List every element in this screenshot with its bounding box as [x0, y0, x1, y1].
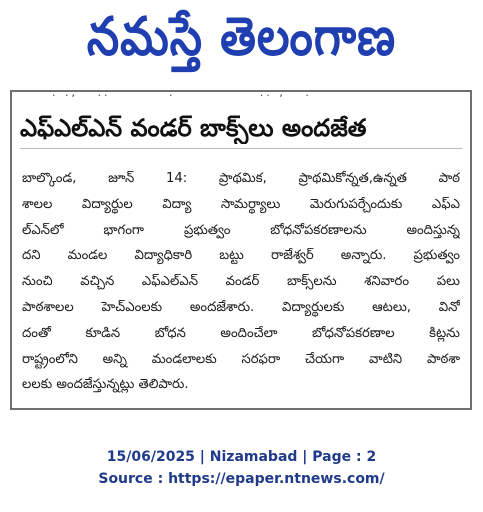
article-body-line: దని మండల విద్యాధికారి బట్టు రాజేశ్వర్ అన్నారు. ప్రభుత్వం [22, 248, 460, 264]
article-headline: ఎఫ్ఎల్ఎన్ వండర్ బాక్స్‌లు అందజేత [20, 114, 367, 142]
masthead-title: నమస్తే తెలంగాణ [86, 5, 397, 68]
newspaper-masthead [0, 0, 483, 86]
article-body-line: నుంచి వచ్చిన ఎఫ్ఎల్ఎన్ వండర్ బాక్స్‌లను శనివారం పలు [22, 274, 460, 290]
publication-dateline: 15/06/2025 | Nizamabad | Page : 2 [106, 449, 377, 465]
article-body-line: రాష్ట్రంలోని అన్ని మండలాలకు సరఫరా చేయగా వాటిని పాఠశా [22, 351, 460, 367]
article-clipping [10, 90, 472, 410]
article-body-line: లలకు అందజేస్తున్నట్లు తెలిపారు. [22, 377, 189, 393]
article-body [22, 166, 460, 398]
headline-divider [20, 148, 462, 149]
article-body-line: ల్ఎన్‌లో భాగంగా ప్రభుత్వం బోధనోపకరణాలను అందిస్తున్న [22, 222, 460, 238]
article-body-line: బాల్కొండ, జూన్ 14: ప్రాథమిక, ప్రాథమికోన్నత,ఉన్నత పాఠ [22, 171, 460, 186]
source-url: Source : https://epaper.ntnews.com/ [98, 471, 385, 487]
article-body-line: దంతో కూడిన బోధన అందించేలా బోధనోపకరణాల కిట్లను [22, 325, 460, 341]
clipping-cut-edge: . ., .. . .. , . [52, 90, 312, 99]
article-body-line: పాఠశాలల హెచ్ఎంలకు అందజేశారు. విద్యార్థులకు ఆటలు, వినో [22, 299, 460, 315]
article-body-line: శాలల విద్యార్థుల విద్యా సామర్థ్యాలు మెరుగుపర్చేందుకు ఎఫ్ఎ [22, 196, 460, 212]
